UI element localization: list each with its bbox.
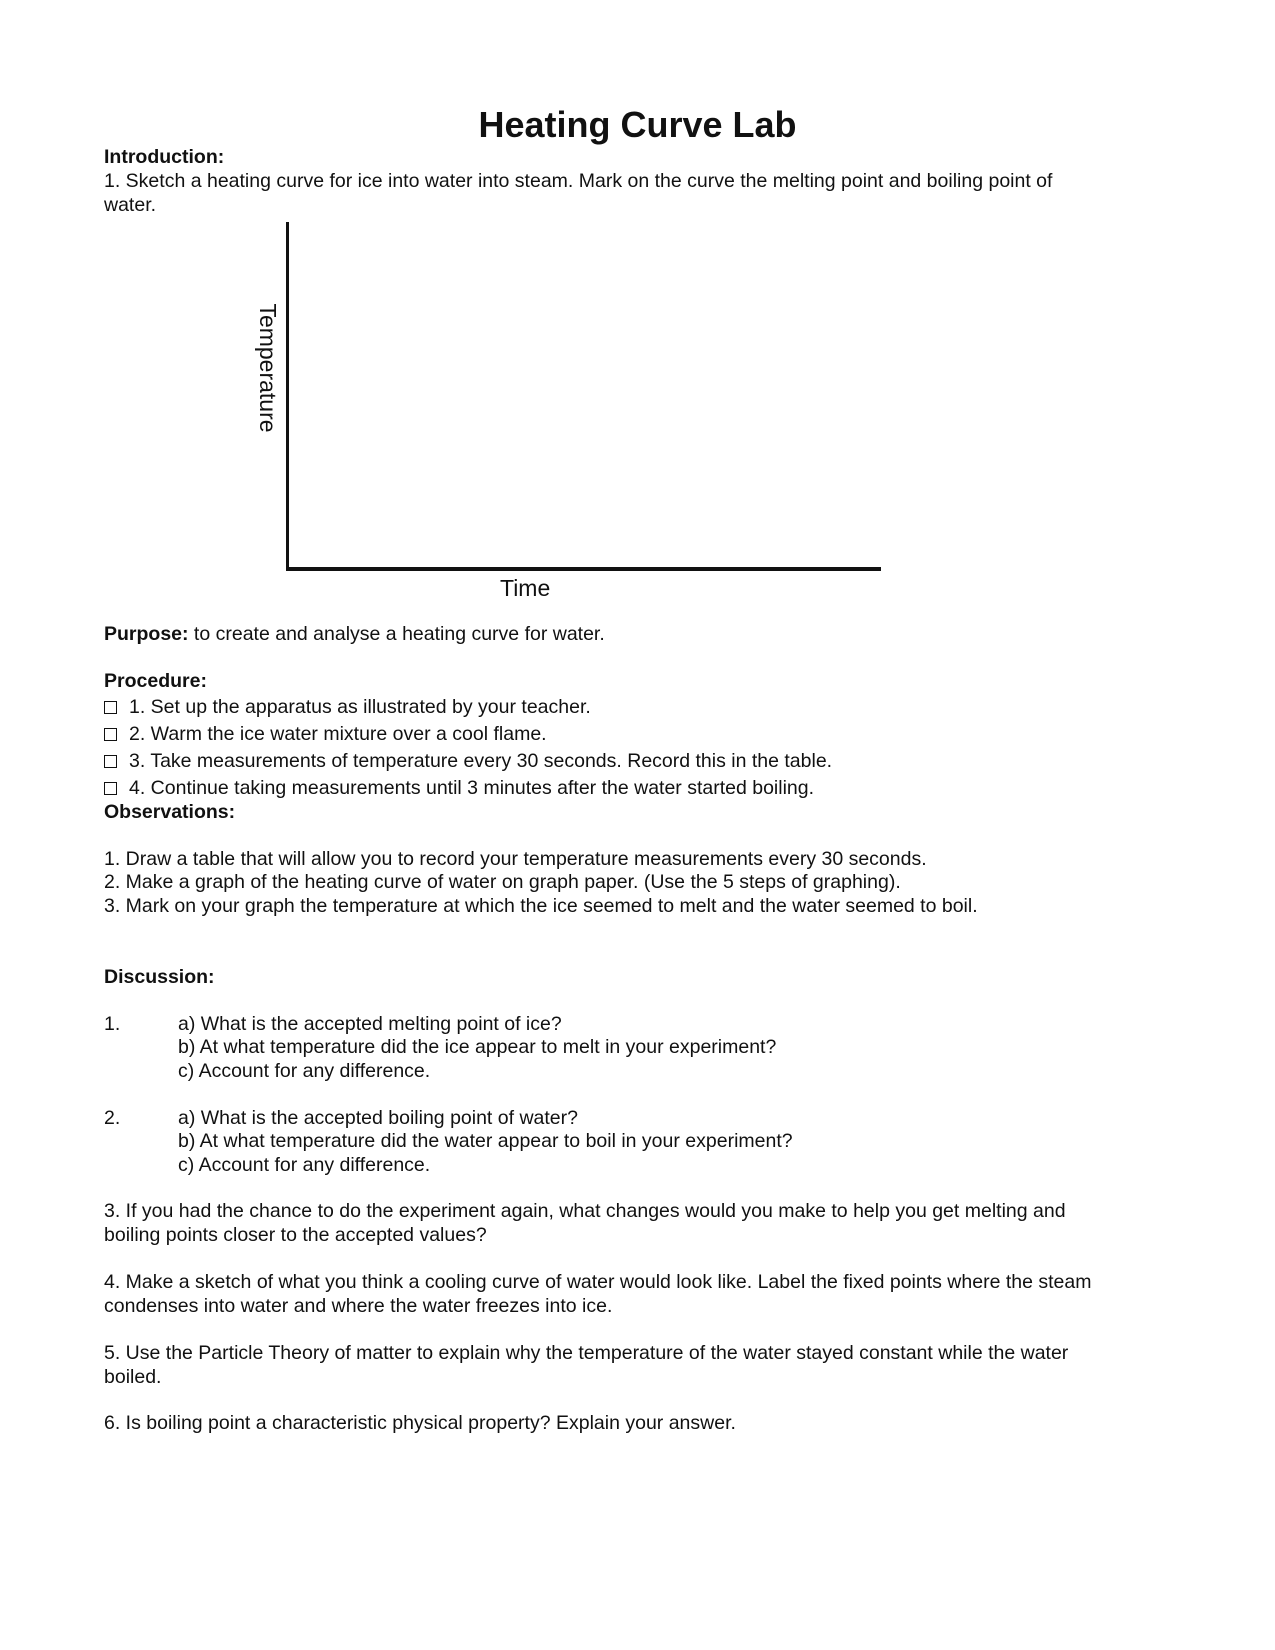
procedure-step-text: 3. Take measurements of temperature every 30 seconds. Record this in the table. [129, 750, 833, 772]
procedure-checkbox[interactable] [104, 701, 117, 714]
sketch-x-axis-label: Time [500, 575, 551, 601]
purpose-line [104, 622, 605, 646]
procedure-step [104, 722, 547, 746]
procedure-step-text: 1. Set up the apparatus as illustrated by your teacher. [129, 696, 591, 718]
discussion-q5-line-1: 5. Use the Particle Theory of matter to explain why the temperature of the water stayed constant while the water [104, 1342, 1069, 1364]
procedure-step-text: 4. Continue taking measurements until 3 minutes after the water started boiling. [129, 777, 815, 799]
introduction-heading: Introduction: [104, 146, 225, 168]
procedure-checkbox[interactable] [104, 728, 117, 741]
discussion-q2-b: b) At what temperature did the water appear to boil in your experiment? [178, 1130, 793, 1152]
observation-item: 3. Mark on your graph the temperature at which the ice seemed to melt and the water seemed to boil. [104, 895, 978, 917]
observation-item: 1. Draw a table that will allow you to record your temperature measurements every 30 seconds. [104, 848, 927, 870]
purpose-text: to create and analyse a heating curve for water. [188, 623, 605, 645]
procedure-step [104, 776, 814, 800]
sketch-y-axis [286, 222, 289, 570]
discussion-q6: 6. Is boiling point a characteristic physical property? Explain your answer. [104, 1412, 736, 1434]
procedure-heading: Procedure: [104, 670, 207, 692]
sketch-y-axis-label: Temperature [255, 303, 281, 433]
discussion-q1-number: 1. [104, 1013, 121, 1035]
procedure-checkbox[interactable] [104, 755, 117, 768]
page-title: Heating Curve Lab [478, 104, 797, 145]
discussion-q1-c: c) Account for any difference. [178, 1060, 431, 1082]
discussion-q4-line-1: 4. Make a sketch of what you think a cooling curve of water would look like. Label the fixed points where the steam [104, 1271, 1092, 1293]
discussion-q1-b: b) At what temperature did the ice appear to melt in your experiment? [178, 1036, 777, 1058]
discussion-q1-a: a) What is the accepted melting point of ice? [178, 1013, 562, 1035]
discussion-q2-c: c) Account for any difference. [178, 1154, 431, 1176]
procedure-step [104, 749, 832, 773]
procedure-step [104, 695, 591, 719]
discussion-heading: Discussion: [104, 966, 215, 988]
discussion-q2-number: 2. [104, 1107, 121, 1129]
discussion-q2-a: a) What is the accepted boiling point of water? [178, 1107, 578, 1129]
procedure-step-text: 2. Warm the ice water mixture over a cool flame. [129, 723, 547, 745]
intro-question-line-1: 1. Sketch a heating curve for ice into water into steam. Mark on the curve the melting point and boiling point of [104, 170, 1053, 192]
discussion-q5-line-2: boiled. [104, 1366, 162, 1388]
discussion-q3-line-2: boiling points closer to the accepted values? [104, 1224, 487, 1246]
observation-item: 2. Make a graph of the heating curve of water on graph paper. (Use the 5 steps of graphing). [104, 871, 901, 893]
purpose-label: Purpose: [104, 623, 189, 645]
intro-question-line-2: water. [104, 194, 157, 216]
discussion-q4-line-2: condenses into water and where the water freezes into ice. [104, 1295, 613, 1317]
discussion-q3-line-1: 3. If you had the chance to do the experiment again, what changes would you make to help you get melting and [104, 1200, 1066, 1222]
observations-heading: Observations: [104, 801, 236, 823]
sketch-x-axis [286, 567, 881, 571]
procedure-checkbox[interactable] [104, 782, 117, 795]
